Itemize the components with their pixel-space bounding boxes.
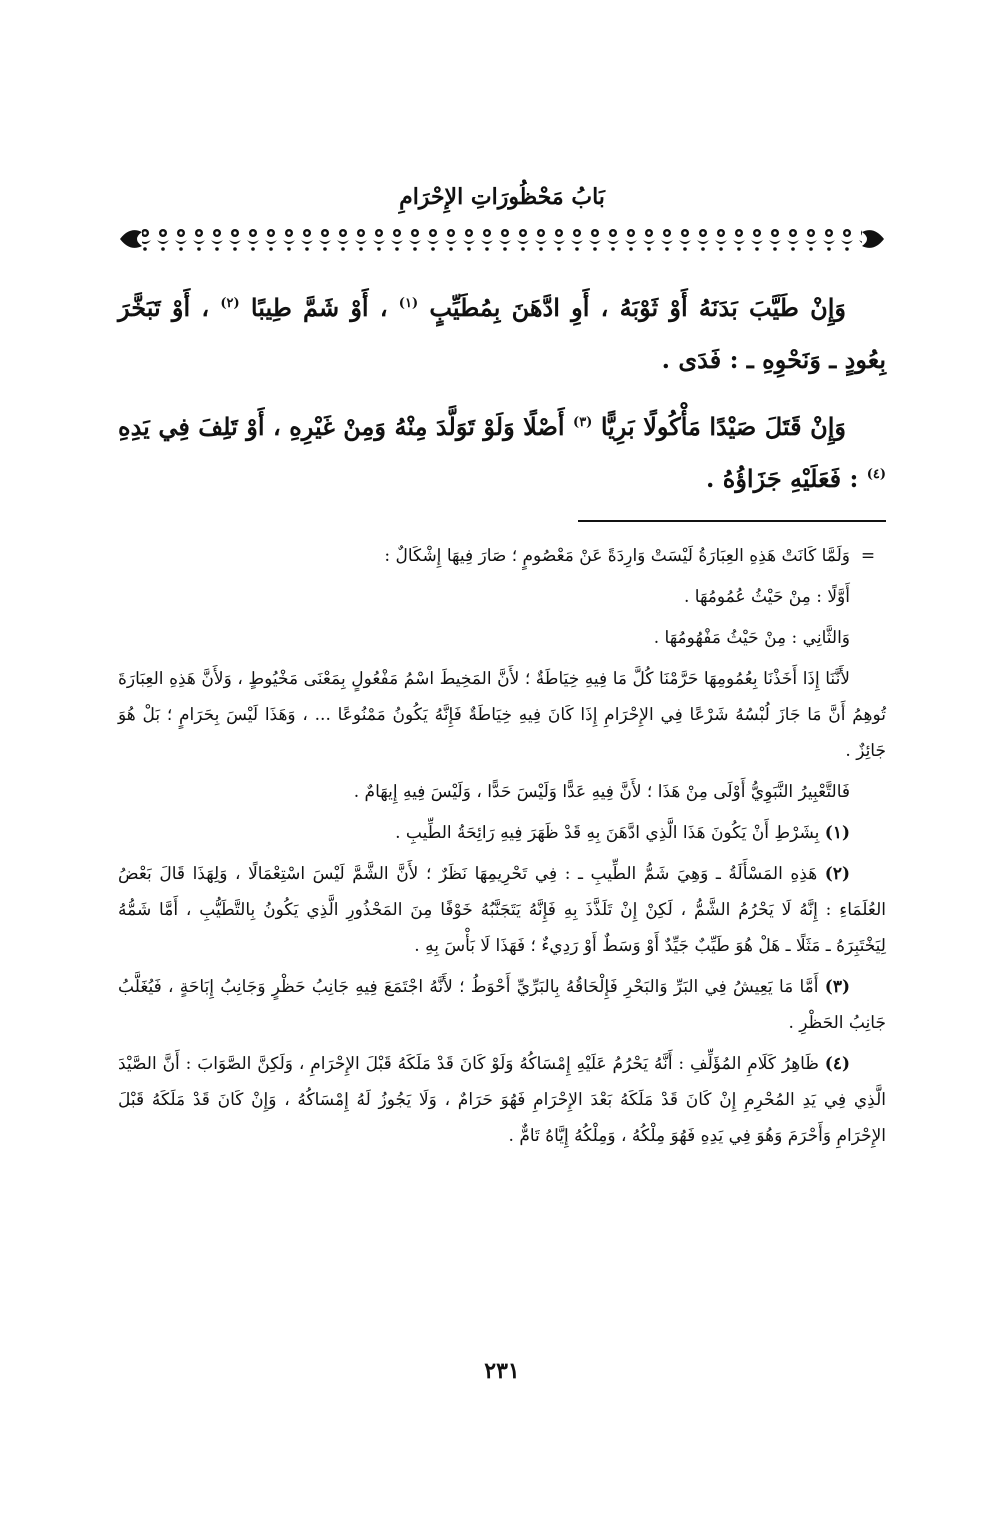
page-number: ٢٣١ [484,1358,520,1384]
footnote-number: (٤) [824,1054,850,1074]
footnote-continuation-line: =وَلَمَّا كَانَتْ هَذِهِ العِبَارَةُ لَيْسَتْ وَارِدَةً عَنْ مَعْصُومٍ ؛ صَارَ فِيهَا إِشْكَالٌ : [118,538,886,574]
main-text [118,282,886,520]
footnote-ref-1[interactable]: (١) [398,296,419,311]
footnotes [118,538,886,1159]
main-paragraph-2: وَإِنْ قَتَلَ صَيْدًا مَأْكُولًا بَرِيًّا $^{(٣)}$ أَصْلًا وَلَوْ تَوَلَّدَ مِنْهُ وَمِنْ غَيْرِهِ ، أَوْ تَلِفَ فِي يَدِهِ $^{(٤)}$ : فَعَلَيْهِ جَزَاؤُهُ . [118,412,886,493]
footnote-number: (١) [824,823,850,843]
footnote-2: (٢) هَذِهِ المَسْأَلَةُ ـ وَهِيَ شَمُّ الطِّيبِ ـ : فِي تَحْرِيمِهَا نَظَرٌ ؛ لأَنَّ الشَّمَّ لَيْسَ اسْتِعْمَالًا ، وَلِهَذَا قَالَ بَعْضُ العُلَمَاءِ : إِنَّهُ لَا يَحْرُمُ الشَّمُّ ، لَكِنْ إِنْ تَلَذَّذَ بِهِ فَإِنَّهُ يَتَجَنَّبُهُ خَوْفًا مِنَ المَحْذُورِ الَّذِي يَكُونُ بِالتَّطَيُّبِ ، أَمَّا شَمُّهُ لِيَخْتَبِرَهُ ـ مَثَلًا ـ هَلْ هُوَ طَيِّبٌ جَيِّدٌ أَوْ وَسَطٌ أَوْ رَدِيءٌ ؛ فَهَذَا لَا بَأْسَ بِهِ . [118,864,886,956]
footnote-ref-2[interactable]: (٢) [220,296,240,311]
footnote-continuation-paragraph: لأَنَّنَا إِذَا أَخَذْنَا بِعُمُومِهَا حَرَّمْنَا كُلَّ مَا فِيهِ خِيَاطَةٌ ؛ لأَنَّ المَخِيطَ اسْمُ مَفْعُولٍ بِمَعْنَى مَخْيُوطٍ ، وَلأَنَّ هَذِهِ العِبَارَةَ تُوهِمُ أَنَّ مَا جَازَ لُبْسُهُ شَرْعًا فِي الإِحْرَامِ إِذَا كَانَ فِيهِ خِيَاطَةٌ فَإِنَّهُ يَكُونُ مَمْنُوعًا ... ، وَهَذَا لَيْسَ بِحَرَامٍ ؛ بَلْ هُوَ جَائِزٌ . [118,669,886,761]
book-page [118,0,886,1518]
chapter-title: بَابُ مَحْظُورَاتِ الإِحْرَامِ [399,184,605,210]
footnote-1: (١) بِشَرْطِ أَنْ يَكُونَ هَذَا الَّذِي ادَّهَنَ بِهِ قَدْ ظَهَرَ فِيهِ رَائِحَةُ الطِّيبِ . [395,823,850,843]
footnote-continuation-line: وَالثَّانِي : مِنْ حَيْثُ مَفْهُومُهَا . [653,628,850,648]
footnote-4: (٤) ظَاهِرُ كَلَامِ المُؤَلِّفِ : أَنَّهُ يَحْرُمُ عَلَيْهِ إِمْسَاكُهُ وَلَوْ كَانَ قَدْ مَلَكَهُ قَبْلَ الإِحْرَامِ ، وَلَكِنَّ الصَّوَابَ : أَنَّ الصَّيْدَ الَّذِي فِي يَدِ المُحْرِمِ إِنْ كَانَ قَدْ مَلَكَهُ بَعْدَ الإِحْرَامِ فَهُوَ حَرَامٌ ، وَلَا يَجُوزُ لَهُ إِمْسَاكُهُ ، وَإِنْ كَانَ قَدْ مَلَكَهُ قَبْلَ الإِحْرَامِ وَأَحْرَمَ وَهُوَ فِي يَدِهِ فَهُوَ مِلْكُهُ ، وَمِلْكُهُ إِيَّاهُ تَامٌّ . [118,1054,886,1146]
footnote-3: (٣) أَمَّا مَا يَعِيشُ فِي البَرِّ وَالبَحْرِ فَإِلْحَاقُهُ بِالبَرِّيِّ أَحْوَطُ ؛ لأَنَّهُ اجْتَمَعَ فِيهِ جَانِبُ حَظْرٍ وَجَانِبُ إِبَاحَةٍ ، فَيُغَلَّبُ جَانِبُ الحَظْرِ . [118,977,886,1033]
ornament-border-icon [118,224,886,254]
footnote-ref-3[interactable]: (٣) [573,415,593,430]
footnote-continuation-line: فَالتَّعْبِيرُ النَّبَوِيُّ أَوْلَى مِنْ هَذَا ؛ لأَنَّ فِيهِ عَدًّا وَلَيْسَ حَدًّا ، وَلَيْسَ فِيهِ إِيهَامٌ . [353,782,850,802]
main-paragraph-1: وَإِنْ طَيَّبَ بَدَنَهُ أَوْ ثَوْبَهُ ، أَوِ ادَّهَنَ بِمُطَيِّبٍ $^{(١)}$ ، أَوْ شَمَّ طِيبًا $^{(٢)}$ ، أَوْ تَبَخَّرَ بِعُودٍ ـ وَنَحْوِهِ ـ : فَدَى . [118,293,886,374]
footnote-number: (٢) [824,864,851,884]
footnote-continuation-line: أَوَّلًا : مِنْ حَيْثُ عُمُومُهَا . [683,587,850,607]
footnote-separator [578,520,886,522]
footnote-ref-4[interactable]: (٤) [866,467,886,482]
footnote-number: (٣) [824,977,850,997]
continuation-mark: = [860,546,876,566]
